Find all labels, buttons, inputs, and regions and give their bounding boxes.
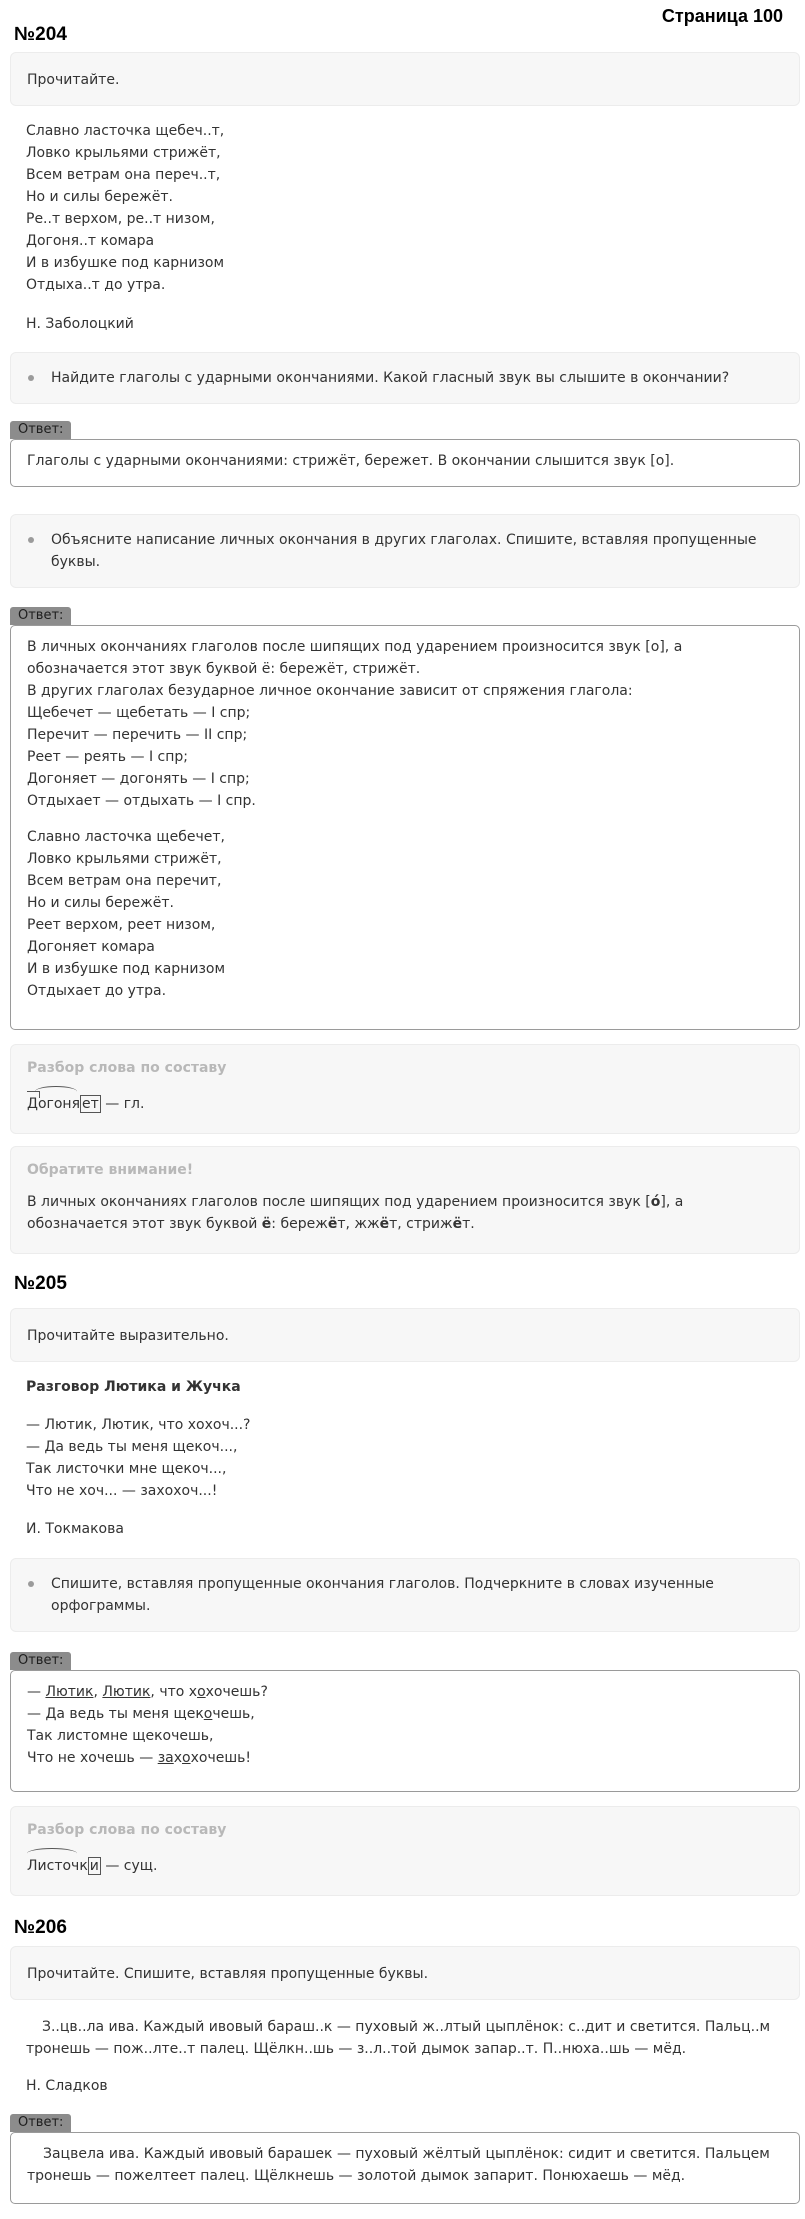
task-204-answer-1	[10, 439, 800, 487]
poem-line: Отдыхает до утра.	[27, 983, 167, 999]
morpheme-word	[27, 1855, 101, 1877]
poem-line: Ловко крыльями стрижёт,	[27, 851, 222, 867]
word-parse-title: Разбор слова по составу	[27, 1060, 227, 1076]
task-206-instruction: Прочитайте. Спишите, вставляя пропущенные буквы.	[27, 1966, 429, 1982]
poem-line: Но и силы бережёт.	[27, 895, 174, 911]
task-205-question-1	[10, 1558, 800, 1632]
task-204-answer-2	[10, 625, 800, 1030]
answer-label: Ответ:	[10, 1652, 71, 1670]
task-205-poem	[26, 1414, 786, 1502]
poem-line: Славно ласточка щебечет,	[27, 829, 225, 845]
morpheme-word	[27, 1093, 101, 1115]
word-prefix: До	[27, 1096, 47, 1112]
word-parse-result	[27, 1855, 783, 1877]
poem-line: Так листочки мне щекоч...,	[26, 1461, 227, 1477]
poem-line: Ре..т верхом, ре..т низом,	[26, 211, 215, 227]
word-root: Листочк	[27, 1858, 88, 1874]
answer-text: Глаголы с ударными окончаниями: стрижёт, бережет. В окончании слышится звук [о].	[27, 453, 675, 469]
answer-line: Перечит — перечить — II спр;	[27, 727, 248, 743]
question-text: Объясните написание личных окончания в других глаголах. Спишите, вставляя пропущенные буквы.	[51, 532, 757, 570]
task-204-question-1	[10, 352, 800, 404]
task-206-text	[26, 2016, 786, 2060]
poem-line: Догоняет комара	[27, 939, 155, 955]
answer-line: — Лютик, Лютик, что хохочешь?	[27, 1684, 268, 1700]
task-205-number: №205	[14, 1273, 67, 1294]
poem-line: Ловко крыльями стрижёт,	[26, 145, 221, 161]
note-text: В личных окончаниях глаголов после шипящих под ударением произносится звук [ó], а обозначается этот звук буквой ё: бережёт, жжёт, стрижёт.	[27, 1194, 684, 1232]
word-root: гоня	[46, 1096, 81, 1112]
page-number: Страница 100	[661, 6, 783, 26]
task-204-question-2	[10, 514, 800, 588]
answer-label: Ответ:	[10, 607, 71, 625]
question-text: Спишите, вставляя пропущенные окончания глаголов. Подчеркните в словах изученные орфограммы.	[51, 1576, 714, 1614]
poem-line: — Лютик, Лютик, что хохоч...?	[26, 1417, 251, 1433]
task-204-instruction-box	[10, 52, 800, 106]
answer-line: Реет — реять — I спр;	[27, 749, 188, 765]
word-ending: ет	[82, 1096, 99, 1112]
answer-line: — Да ведь ты меня щекочешь,	[27, 1706, 255, 1722]
poem-line: И в избушке под карнизом	[26, 255, 225, 271]
answer-line: В других глаголах безударное личное окончание зависит от спряжения глагола:	[27, 683, 633, 699]
task-205-author: И. Токмакова	[26, 1521, 124, 1537]
answer-line: Что не хочешь — захохочешь!	[27, 1750, 252, 1766]
poem-line: Догоня..т комара	[26, 233, 155, 249]
answer-line: Так листомне щекочешь,	[27, 1728, 214, 1744]
task-206-number: №206	[14, 1917, 67, 1938]
poem-line: — Да ведь ты меня щекоч...,	[26, 1439, 238, 1455]
root-arc-icon	[27, 1848, 77, 1859]
task-205-answer-1	[10, 1670, 800, 1792]
answer-line: В личных окончаниях глаголов после шипящих под ударением произносится звук [о], а	[27, 639, 683, 655]
task-204-word-parse	[10, 1044, 800, 1134]
poem-line: Отдыха..т до утра.	[26, 277, 166, 293]
answer-line: тронешь — пожелтеет палец. Щёлкнешь — золотой дымок запарит. Понюхаешь — мёд.	[27, 2168, 686, 2184]
task-205-poem-title: Разговор Лютика и Жучка	[26, 1379, 241, 1395]
answer-line: Зацвела ива. Каждый ивовый барашек — пуховый жёлтый цыплёнок: сидит и светится. Пальцем	[43, 2146, 770, 2162]
word-part-of-speech: — гл.	[100, 1096, 145, 1112]
task-206-instruction-box	[10, 1946, 800, 2000]
poem-line: Что не хоч... — захохоч...!	[26, 1483, 218, 1499]
word-part-of-speech: — сущ.	[100, 1858, 158, 1874]
task-204-poem	[26, 120, 786, 296]
poem-line: Но и силы бережёт.	[26, 189, 173, 205]
root-arc-icon	[35, 1086, 77, 1097]
bullet-icon	[28, 375, 34, 381]
note-title: Обратите внимание!	[27, 1162, 194, 1178]
task-204-author: Н. Заболоцкий	[26, 316, 134, 332]
task-205-word-parse	[10, 1806, 800, 1896]
text-line: тронешь — пож..лте..т палец. Щёлкн..шь — з..л..той дымок запар..т. П..нюха..шь — мёд.	[26, 2041, 687, 2057]
answer-line: Догоняет — догонять — I спр;	[27, 771, 250, 787]
answer-label: Ответ:	[10, 421, 71, 439]
text-line: З..цв..ла ива. Каждый ивовый бараш..к — пуховый ж..лтый цыплёнок: с..дит и светится. Пальц..м	[42, 2019, 771, 2035]
task-205-instruction-box	[10, 1308, 800, 1362]
task-204-instruction: Прочитайте.	[27, 72, 120, 88]
task-204-note	[10, 1146, 800, 1254]
poem-line: И в избушке под карнизом	[27, 961, 226, 977]
poem-line: Всем ветрам она переч..т,	[26, 167, 221, 183]
word-parse-title: Разбор слова по составу	[27, 1822, 227, 1838]
answer-line: обозначается этот звук буквой ё: бережёт, стрижёт.	[27, 661, 421, 677]
task-206-answer	[10, 2132, 800, 2204]
answer-line: Отдыхает — отдыхать — I спр.	[27, 793, 256, 809]
poem-line: Реет верхом, реет низом,	[27, 917, 216, 933]
word-ending: и	[89, 1858, 99, 1874]
answer-line: Щебечет — щебетать — I спр;	[27, 705, 251, 721]
question-text: Найдите глаголы с ударными окончаниями. Какой гласный звук вы слышите в окончании?	[51, 370, 730, 386]
task-205-instruction: Прочитайте выразительно.	[27, 1328, 229, 1344]
task-204-number: №204	[14, 24, 67, 45]
poem-line: Всем ветрам она перечит,	[27, 873, 222, 889]
task-206-author: Н. Сладков	[26, 2078, 108, 2094]
word-parse-result	[27, 1093, 783, 1115]
bullet-icon	[28, 537, 34, 543]
bullet-icon	[28, 1581, 34, 1587]
poem-line: Славно ласточка щебеч..т,	[26, 123, 225, 139]
answer-label: Ответ:	[10, 2114, 71, 2132]
